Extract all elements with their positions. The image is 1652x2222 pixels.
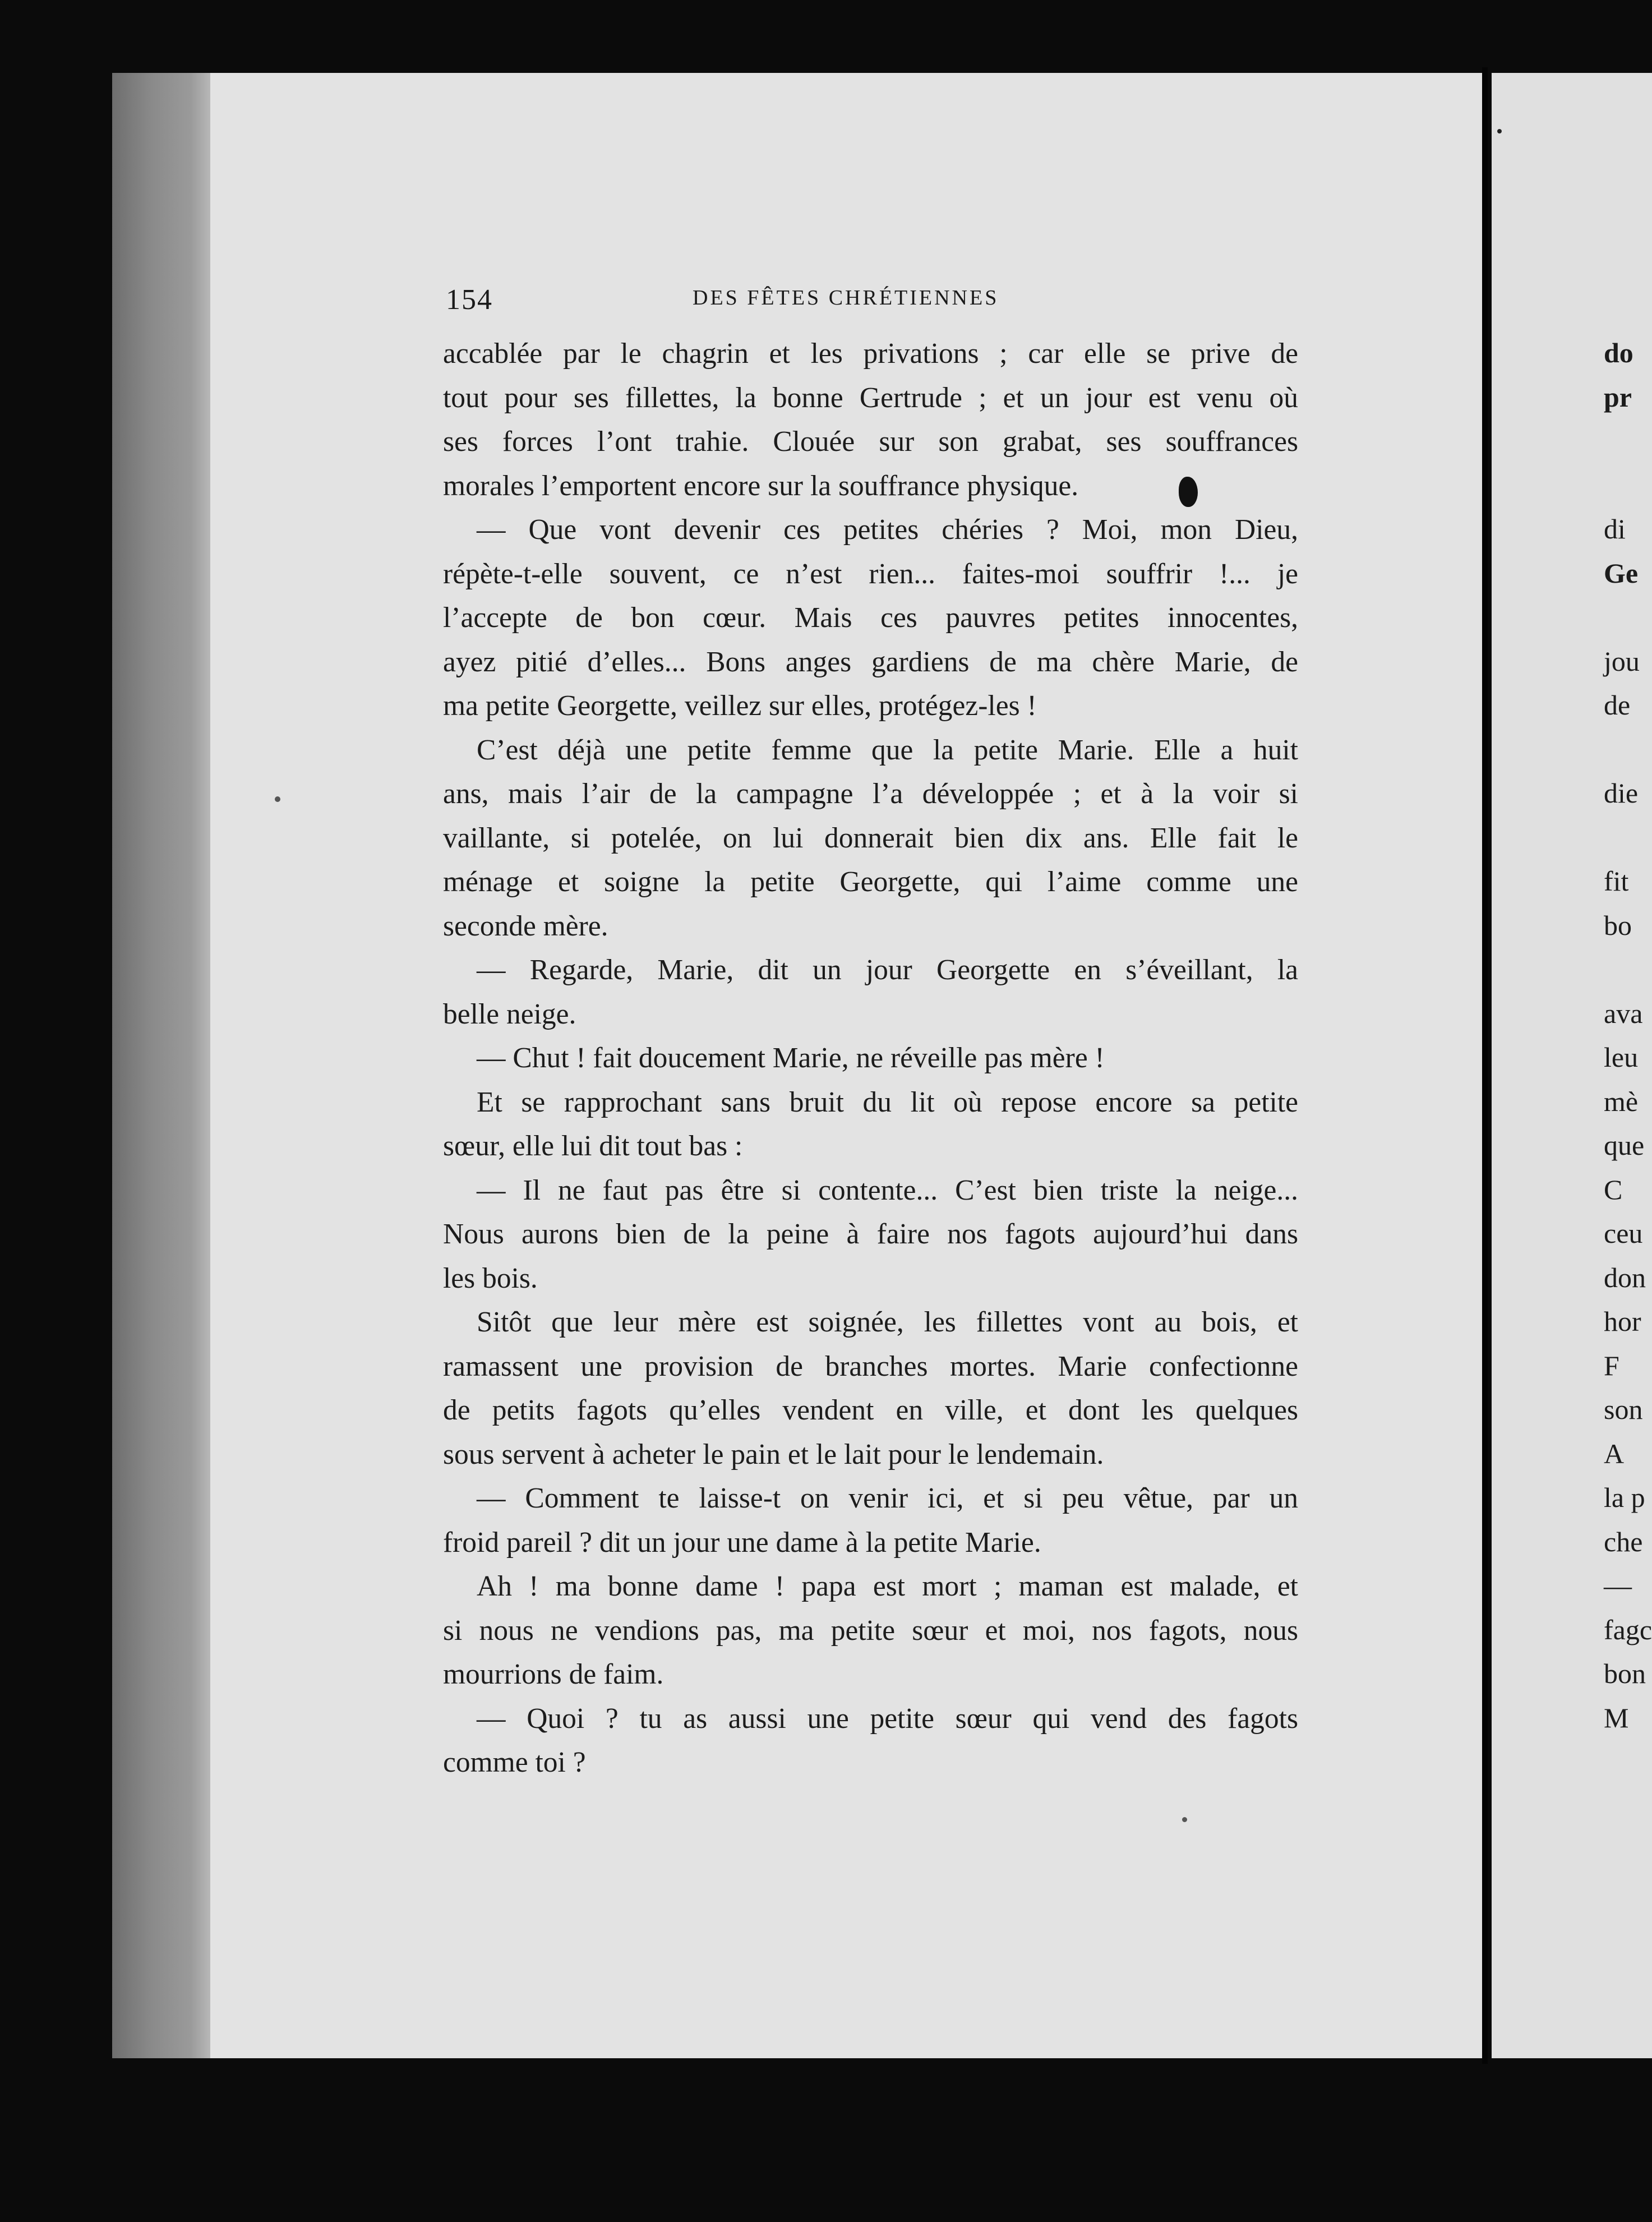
right-page-text-fragments <box>1604 331 1652 1740</box>
fragment-line <box>1604 947 1652 992</box>
fragment-line: pr <box>1604 381 1632 413</box>
fragment-line: hor <box>1604 1306 1641 1337</box>
running-title: DES FÊTES CHRÉTIENNES <box>693 286 999 310</box>
text-line: ayez pitié d’elles... Bons anges gardiens de ma chère Marie, de <box>443 646 1298 678</box>
fragment-line: — <box>1604 1570 1632 1601</box>
fragment-line: M <box>1604 1702 1629 1734</box>
text-line: froid pareil ? dit un jour une dame à la petite Marie. <box>443 1526 1041 1559</box>
fragment-line: jou <box>1604 645 1640 677</box>
text-line: — Que vont devenir ces petites chéries ? Moi, mon Dieu, <box>477 514 1298 546</box>
scan-speck <box>1497 129 1502 133</box>
text-line: comme toi ? <box>443 1746 586 1778</box>
fragment-line <box>1604 727 1652 772</box>
fragment-line: die <box>1604 777 1639 809</box>
fragment-line: leu <box>1604 1041 1639 1073</box>
fragment-line: che <box>1604 1525 1643 1557</box>
text-line: belle neige. <box>443 998 576 1030</box>
fragment-line <box>1604 595 1652 639</box>
fragment-line: don <box>1604 1261 1646 1293</box>
fragment-line: bon <box>1604 1658 1646 1689</box>
text-line: l’accepte de bon cœur. Mais ces pauvres petites innocentes, <box>443 602 1298 634</box>
text-line: morales l’emportent encore sur la souffrance physique. <box>443 469 1079 502</box>
text-line: sous servent à acheter le pain et le lait pour le lendemain. <box>443 1438 1104 1470</box>
fragment-line: C <box>1604 1173 1623 1205</box>
fragment-line <box>1604 463 1652 508</box>
text-line: mourrions de faim. <box>443 1658 664 1690</box>
text-line: C’est déjà une petite femme que la petite Marie. Elle a huit <box>477 734 1298 766</box>
text-line: vaillante, si potelée, on lui donnerait bien dix ans. Elle fait le <box>443 822 1298 854</box>
fragment-line: do <box>1604 337 1633 368</box>
text-line: Nous aurons bien de la peine à faire nos fagots aujourd’hui dans <box>443 1218 1298 1250</box>
text-line: de petits fagots qu’elles vendent en ville, et dont les quelques <box>443 1394 1298 1426</box>
text-line: Ah ! ma bonne dame ! papa est mort ; maman est malade, et <box>477 1570 1298 1602</box>
text-line: ans, mais l’air de la campagne l’a développée ; et à la voir si <box>443 778 1298 810</box>
text-line: si nous ne vendions pas, ma petite sœur et moi, nos fagots, nous <box>443 1614 1298 1647</box>
text-line: répète-t-elle souvent, ce n’est rien... faites-moi souffrir !... je <box>443 557 1298 590</box>
text-line: seconde mère. <box>443 910 608 942</box>
text-line: — Regarde, Marie, dit un jour Georgette en s’éveillant, la <box>477 954 1298 986</box>
text-line: — Chut ! fait doucement Marie, ne réveille pas mère ! <box>477 1042 1105 1074</box>
fragment-line: A <box>1604 1437 1625 1469</box>
text-line: tout pour ses fillettes, la bonne Gertrude ; et un jour est venu où <box>443 381 1298 414</box>
fragment-line: la p <box>1604 1482 1645 1513</box>
text-line: Sitôt que leur mère est soignée, les fillettes vont au bois, et <box>477 1306 1298 1338</box>
text-line: ménage et soigne la petite Georgette, qui l’aime comme une <box>443 866 1298 898</box>
text-line: accablée par le chagrin et les privations ; car elle se prive de <box>443 338 1298 370</box>
page-number: 154 <box>446 284 493 316</box>
fragment-line: ava <box>1604 997 1643 1029</box>
text-line: ma petite Georgette, veillez sur elles, protégez-les ! <box>443 690 1037 722</box>
text-line: — Quoi ? tu as aussi une petite sœur qui vend des fagots <box>477 1702 1298 1735</box>
fragment-line: ceu <box>1604 1218 1643 1249</box>
fragment-line: mè <box>1604 1085 1639 1117</box>
ink-blot <box>1179 477 1198 507</box>
fragment-line: de <box>1604 689 1631 721</box>
text-line: ses forces l’ont trahie. Clouée sur son grabat, ses souffrances <box>443 426 1298 458</box>
text-line: les bois. <box>443 1262 538 1294</box>
text-line: sœur, elle lui dit tout bas : <box>443 1130 743 1162</box>
fragment-line: bo <box>1604 909 1632 941</box>
text-line: ramassent une provision de branches mortes. Marie confectionne <box>443 1350 1298 1382</box>
scan-speck <box>1182 1817 1187 1822</box>
scan-speck <box>275 796 280 802</box>
page-header <box>446 283 1298 322</box>
text-line: — Comment te laisse-t on venir ici, et si peu vêtue, par un <box>477 1482 1298 1514</box>
fragment-line: Ge <box>1604 557 1639 589</box>
text-line: — Il ne faut pas être si contente... C’est bien triste la neige... <box>477 1174 1298 1206</box>
fragment-line: di <box>1604 513 1626 545</box>
fragment-line: F <box>1604 1349 1619 1381</box>
fragment-line: fagc <box>1604 1614 1652 1645</box>
book-spine-edge <box>112 73 210 2058</box>
fragment-line: son <box>1604 1394 1643 1425</box>
fragment-line: fit <box>1604 865 1629 897</box>
fragment-line: que <box>1604 1130 1645 1161</box>
text-line: Et se rapprochant sans bruit du lit où repose encore sa petite <box>477 1086 1298 1118</box>
page-body <box>443 332 1298 1785</box>
page-gutter <box>1482 67 1488 2064</box>
fragment-line <box>1604 815 1652 860</box>
fragment-line <box>1604 419 1652 463</box>
